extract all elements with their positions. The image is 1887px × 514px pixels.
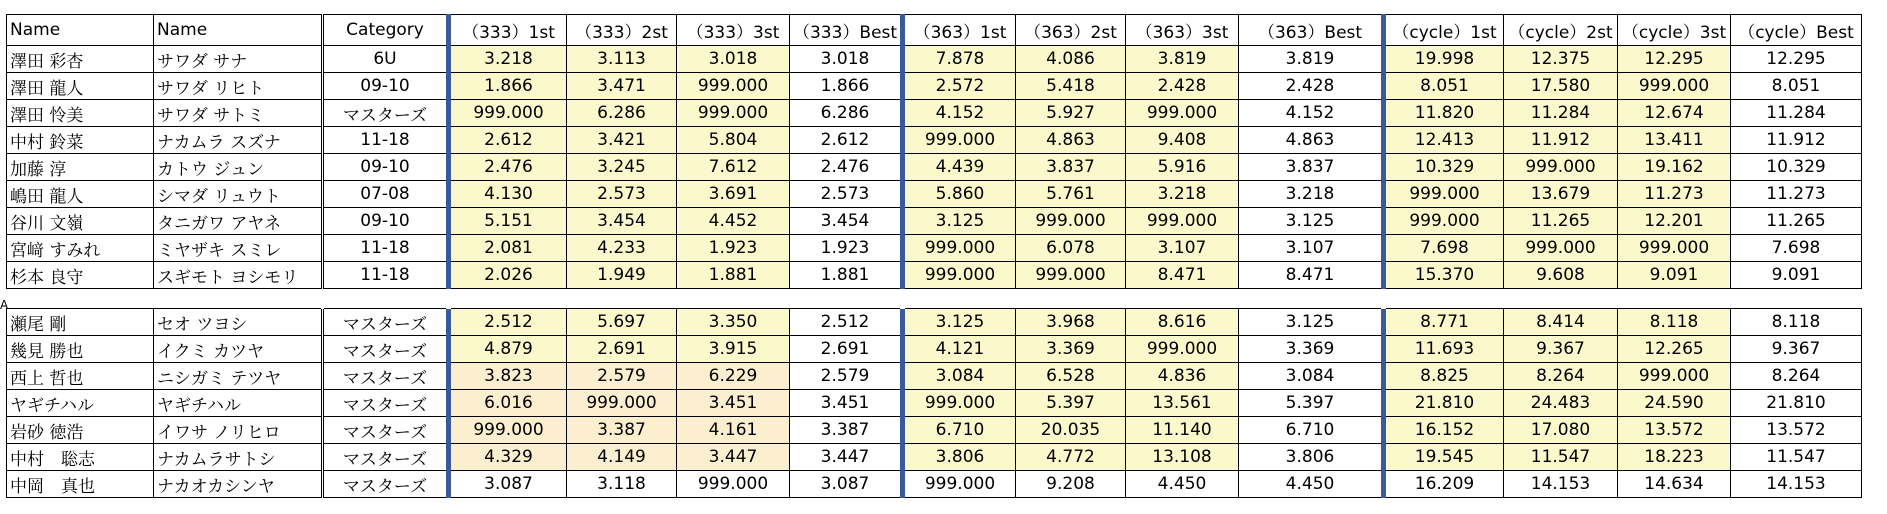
time-cell[interactable]: 6.286 (790, 100, 903, 127)
row-marker: A (0, 298, 9, 312)
time-cell[interactable]: 2.476 (790, 154, 903, 181)
time-cell[interactable]: 7.698 (1384, 235, 1504, 262)
time-cell[interactable]: 4.130 (449, 181, 567, 208)
time-cell[interactable]: 4.086 (1016, 46, 1126, 73)
time-cell[interactable]: 3.125 (1239, 208, 1384, 235)
time-cell[interactable]: 1.923 (677, 235, 790, 262)
time-cell[interactable]: 999.000 (1126, 336, 1239, 363)
time-cell[interactable]: 12.375 (1504, 46, 1618, 73)
time-cell[interactable]: 9.367 (1504, 336, 1618, 363)
time-cell[interactable]: 6.710 (1239, 417, 1384, 444)
name-cell[interactable]: 宮﨑 すみれ (7, 235, 154, 262)
time-cell[interactable]: 1.949 (567, 262, 677, 289)
time-cell[interactable]: 3.218 (1126, 181, 1239, 208)
time-cell[interactable]: 3.806 (1239, 444, 1384, 471)
time-cell[interactable]: 3.819 (1239, 46, 1384, 73)
time-cell[interactable]: 3.369 (1239, 336, 1384, 363)
time-cell[interactable]: 2.512 (790, 309, 903, 336)
time-cell[interactable]: 11.265 (1504, 208, 1618, 235)
time-cell[interactable]: 24.483 (1504, 390, 1618, 417)
time-cell[interactable]: 1.923 (790, 235, 903, 262)
time-cell[interactable]: 11.820 (1384, 100, 1504, 127)
time-cell[interactable]: 4.152 (1239, 100, 1384, 127)
column-header: （363）3st (1126, 15, 1239, 46)
category-cell[interactable]: 11-18 (323, 235, 449, 262)
time-cell[interactable]: 999.000 (1618, 73, 1731, 100)
time-cell[interactable]: 999.000 (677, 100, 790, 127)
category-cell[interactable]: 11-18 (323, 262, 449, 289)
name-cell[interactable]: 岩砂 徳浩 (7, 417, 154, 444)
time-cell[interactable]: 13.411 (1618, 127, 1731, 154)
time-cell[interactable]: 3.471 (567, 73, 677, 100)
category-cell[interactable]: 07-08 (323, 181, 449, 208)
empty-cell[interactable] (567, 289, 677, 309)
time-cell[interactable]: 1.881 (677, 262, 790, 289)
time-cell[interactable]: 11.284 (1731, 100, 1862, 127)
time-cell[interactable]: 4.452 (677, 208, 790, 235)
category-cell[interactable]: マスターズ (323, 309, 449, 336)
time-cell[interactable]: 999.000 (1384, 181, 1504, 208)
time-cell[interactable]: 13.561 (1126, 390, 1239, 417)
time-cell[interactable]: 6.710 (903, 417, 1016, 444)
empty-cell[interactable] (449, 289, 567, 309)
time-cell[interactable]: 3.107 (1126, 235, 1239, 262)
column-header: （333）Best (790, 15, 903, 46)
time-cell[interactable]: 13.679 (1504, 181, 1618, 208)
time-cell[interactable]: 3.451 (790, 390, 903, 417)
category-cell[interactable]: マスターズ (323, 390, 449, 417)
time-cell[interactable]: 11.284 (1504, 100, 1618, 127)
time-cell[interactable]: 24.590 (1618, 390, 1731, 417)
time-cell[interactable]: 8.825 (1384, 363, 1504, 390)
header-row (7, 15, 1862, 46)
time-cell[interactable]: 5.860 (903, 181, 1016, 208)
time-cell[interactable]: 5.761 (1016, 181, 1126, 208)
time-cell[interactable]: 999.000 (449, 417, 567, 444)
empty-cell[interactable] (903, 289, 1016, 309)
time-cell[interactable]: 4.329 (449, 444, 567, 471)
time-cell[interactable]: 11.547 (1731, 444, 1862, 471)
table-row (7, 127, 1862, 154)
time-cell[interactable]: 3.454 (790, 208, 903, 235)
time-cell[interactable]: 9.367 (1731, 336, 1862, 363)
time-cell[interactable]: 12.413 (1384, 127, 1504, 154)
time-cell[interactable]: 9.408 (1126, 127, 1239, 154)
time-cell[interactable]: 8.616 (1126, 309, 1239, 336)
time-cell[interactable]: 999.000 (1126, 208, 1239, 235)
time-cell[interactable]: 6.528 (1016, 363, 1126, 390)
time-cell[interactable]: 3.125 (903, 208, 1016, 235)
time-cell[interactable]: 13.572 (1731, 417, 1862, 444)
name-cell[interactable]: タニガワ アヤネ (154, 208, 323, 235)
time-cell[interactable]: 7.612 (677, 154, 790, 181)
time-cell[interactable]: 999.000 (1016, 208, 1126, 235)
name-cell[interactable]: ヤギチハル (7, 390, 154, 417)
time-cell[interactable]: 3.691 (677, 181, 790, 208)
time-cell[interactable]: 12.295 (1731, 46, 1862, 73)
table-row (7, 262, 1862, 289)
time-cell[interactable]: 5.418 (1016, 73, 1126, 100)
column-header: （363）1st (903, 15, 1016, 46)
column-header: （363）Best (1239, 15, 1384, 46)
time-cell[interactable]: 8.264 (1504, 363, 1618, 390)
column-header: （cycle）1st (1384, 15, 1504, 46)
time-cell[interactable]: 2.573 (567, 181, 677, 208)
category-cell[interactable]: マスターズ (323, 363, 449, 390)
time-cell[interactable]: 4.879 (449, 336, 567, 363)
time-cell[interactable]: 12.674 (1618, 100, 1731, 127)
time-cell[interactable]: 3.107 (1239, 235, 1384, 262)
time-cell[interactable]: 17.580 (1504, 73, 1618, 100)
time-cell[interactable]: 14.153 (1731, 471, 1862, 498)
time-cell[interactable]: 6.078 (1016, 235, 1126, 262)
time-cell[interactable]: 15.370 (1384, 262, 1504, 289)
name-cell[interactable]: 杉本 良守 (7, 262, 154, 289)
time-cell[interactable]: 11.547 (1504, 444, 1618, 471)
category-cell[interactable]: 09-10 (323, 208, 449, 235)
table-row (7, 309, 1862, 336)
time-cell[interactable]: 999.000 (677, 471, 790, 498)
time-cell[interactable]: 2.612 (790, 127, 903, 154)
time-cell[interactable]: 4.161 (677, 417, 790, 444)
time-cell[interactable]: 12.295 (1618, 46, 1731, 73)
time-cell[interactable]: 999.000 (1504, 154, 1618, 181)
time-cell[interactable]: 2.579 (790, 363, 903, 390)
time-cell[interactable]: 999.000 (1016, 262, 1126, 289)
time-cell[interactable]: 3.387 (790, 417, 903, 444)
time-cell[interactable]: 999.000 (903, 262, 1016, 289)
time-cell[interactable]: 999.000 (1126, 100, 1239, 127)
time-cell[interactable]: 12.201 (1618, 208, 1731, 235)
time-cell[interactable]: 2.512 (449, 309, 567, 336)
name-cell[interactable]: 中村 鈴菜 (7, 127, 154, 154)
name-cell[interactable]: ナカムラ スズナ (154, 127, 323, 154)
name-cell[interactable]: サワダ サナ (154, 46, 323, 73)
time-cell[interactable]: 2.081 (449, 235, 567, 262)
table-row (7, 154, 1862, 181)
category-cell[interactable]: マスターズ (323, 336, 449, 363)
time-cell[interactable]: 8.118 (1618, 309, 1731, 336)
name-cell[interactable]: セオ ツヨシ (154, 309, 323, 336)
time-cell[interactable]: 2.573 (790, 181, 903, 208)
time-cell[interactable]: 3.837 (1016, 154, 1126, 181)
time-cell[interactable]: 8.264 (1731, 363, 1862, 390)
column-header: （363）2st (1016, 15, 1126, 46)
name-cell[interactable]: ヤギチハル (154, 390, 323, 417)
time-cell[interactable]: 999.000 (449, 100, 567, 127)
category-cell[interactable]: マスターズ (323, 417, 449, 444)
time-cell[interactable]: 21.810 (1384, 390, 1504, 417)
time-cell[interactable]: 11.693 (1384, 336, 1504, 363)
time-cell[interactable]: 5.151 (449, 208, 567, 235)
time-cell[interactable]: 3.823 (449, 363, 567, 390)
time-cell[interactable]: 16.152 (1384, 417, 1504, 444)
category-cell[interactable]: マスターズ (323, 444, 449, 471)
column-header: Name (154, 15, 323, 46)
time-cell[interactable]: 11.912 (1731, 127, 1862, 154)
time-cell[interactable]: 3.837 (1239, 154, 1384, 181)
time-cell[interactable]: 3.218 (449, 46, 567, 73)
time-cell[interactable]: 3.087 (790, 471, 903, 498)
time-cell[interactable]: 999.000 (903, 390, 1016, 417)
time-cell[interactable]: 11.912 (1504, 127, 1618, 154)
time-cell[interactable]: 11.265 (1731, 208, 1862, 235)
name-cell[interactable]: 澤田 怜美 (7, 100, 154, 127)
time-cell[interactable]: 4.149 (567, 444, 677, 471)
table-row (7, 390, 1862, 417)
time-cell[interactable]: 3.125 (903, 309, 1016, 336)
name-cell[interactable]: ニシガミ テツヤ (154, 363, 323, 390)
time-cell[interactable]: 5.804 (677, 127, 790, 154)
column-header: （cycle）3st (1618, 15, 1731, 46)
table-row (7, 73, 1862, 100)
time-cell[interactable]: 14.634 (1618, 471, 1731, 498)
column-header: （cycle）2st (1504, 15, 1618, 46)
time-cell[interactable]: 8.051 (1384, 73, 1504, 100)
name-cell[interactable]: シマダ リュウト (154, 181, 323, 208)
results-table (6, 14, 1862, 498)
time-cell[interactable]: 3.218 (1239, 181, 1384, 208)
time-cell[interactable]: 21.810 (1731, 390, 1862, 417)
category-cell[interactable]: マスターズ (323, 100, 449, 127)
time-cell[interactable]: 3.421 (567, 127, 677, 154)
table-row (7, 471, 1862, 498)
name-cell[interactable]: 谷川 文嶺 (7, 208, 154, 235)
name-cell[interactable]: ミヤザキ スミレ (154, 235, 323, 262)
empty-cell[interactable] (154, 289, 323, 309)
name-cell[interactable]: ナカオカシンヤ (154, 471, 323, 498)
time-cell[interactable]: 999.000 (1618, 235, 1731, 262)
time-cell[interactable]: 13.572 (1618, 417, 1731, 444)
time-cell[interactable]: 999.000 (903, 235, 1016, 262)
time-cell[interactable]: 7.698 (1731, 235, 1862, 262)
name-cell[interactable]: ナカムラサトシ (154, 444, 323, 471)
column-header: （333）3st (677, 15, 790, 46)
category-cell[interactable]: 11-18 (323, 127, 449, 154)
empty-cell[interactable] (1384, 289, 1504, 309)
empty-cell[interactable] (1618, 289, 1731, 309)
time-cell[interactable]: 3.125 (1239, 309, 1384, 336)
name-cell[interactable]: スギモト ヨシモリ (154, 262, 323, 289)
time-cell[interactable]: 4.863 (1239, 127, 1384, 154)
name-cell[interactable]: 瀬尾 剛 (7, 309, 154, 336)
table-row (7, 100, 1862, 127)
time-cell[interactable]: 2.428 (1239, 73, 1384, 100)
table-row (7, 46, 1862, 73)
time-cell[interactable]: 3.118 (567, 471, 677, 498)
time-cell[interactable]: 6.016 (449, 390, 567, 417)
time-cell[interactable]: 2.612 (449, 127, 567, 154)
name-cell[interactable]: カトウ ジュン (154, 154, 323, 181)
column-header: Category (323, 15, 449, 46)
time-cell[interactable]: 3.084 (903, 363, 1016, 390)
table-row (7, 336, 1862, 363)
time-cell[interactable]: 13.108 (1126, 444, 1239, 471)
time-cell[interactable]: 3.968 (1016, 309, 1126, 336)
time-cell[interactable]: 3.369 (1016, 336, 1126, 363)
column-header: （333）2st (567, 15, 677, 46)
time-cell[interactable]: 5.697 (567, 309, 677, 336)
name-cell[interactable]: 幾見 勝也 (7, 336, 154, 363)
time-cell[interactable]: 6.229 (677, 363, 790, 390)
empty-cell[interactable] (1504, 289, 1618, 309)
time-cell[interactable]: 4.772 (1016, 444, 1126, 471)
time-cell[interactable]: 3.084 (1239, 363, 1384, 390)
time-cell[interactable]: 19.162 (1618, 154, 1731, 181)
time-cell[interactable]: 7.878 (903, 46, 1016, 73)
name-cell[interactable]: イクミ カツヤ (154, 336, 323, 363)
time-cell[interactable]: 999.000 (903, 127, 1016, 154)
table-row (7, 181, 1862, 208)
time-cell[interactable]: 9.091 (1618, 262, 1731, 289)
time-cell[interactable]: 12.265 (1618, 336, 1731, 363)
time-cell[interactable]: 2.476 (449, 154, 567, 181)
time-cell[interactable]: 10.329 (1384, 154, 1504, 181)
name-cell[interactable]: 中岡 真也 (7, 471, 154, 498)
time-cell[interactable]: 8.414 (1504, 309, 1618, 336)
time-cell[interactable]: 4.233 (567, 235, 677, 262)
time-cell[interactable]: 999.000 (677, 73, 790, 100)
time-cell[interactable]: 3.113 (567, 46, 677, 73)
empty-cell[interactable] (1016, 289, 1126, 309)
time-cell[interactable]: 9.091 (1731, 262, 1862, 289)
time-cell[interactable]: 5.397 (1016, 390, 1126, 417)
time-cell[interactable]: 999.000 (567, 390, 677, 417)
column-header: （cycle）Best (1731, 15, 1862, 46)
time-cell[interactable]: 4.450 (1126, 471, 1239, 498)
time-cell[interactable]: 5.916 (1126, 154, 1239, 181)
time-cell[interactable]: 4.450 (1239, 471, 1384, 498)
time-cell[interactable]: 9.208 (1016, 471, 1126, 498)
time-cell[interactable]: 4.836 (1126, 363, 1239, 390)
time-cell[interactable]: 8.771 (1384, 309, 1504, 336)
time-cell[interactable]: 999.000 (903, 471, 1016, 498)
time-cell[interactable]: 3.018 (677, 46, 790, 73)
time-cell[interactable]: 2.691 (790, 336, 903, 363)
time-cell[interactable]: 19.545 (1384, 444, 1504, 471)
category-cell[interactable]: 6U (323, 46, 449, 73)
time-cell[interactable]: 2.691 (567, 336, 677, 363)
time-cell[interactable]: 1.881 (790, 262, 903, 289)
name-cell[interactable]: サワダ サトミ (154, 100, 323, 127)
time-cell[interactable]: 3.350 (677, 309, 790, 336)
time-cell[interactable]: 3.447 (790, 444, 903, 471)
category-cell[interactable]: 09-10 (323, 154, 449, 181)
time-cell[interactable]: 1.866 (449, 73, 567, 100)
time-cell[interactable]: 3.245 (567, 154, 677, 181)
time-cell[interactable]: 3.454 (567, 208, 677, 235)
time-cell[interactable]: 2.572 (903, 73, 1016, 100)
table-row (7, 208, 1862, 235)
time-cell[interactable]: 5.927 (1016, 100, 1126, 127)
name-cell[interactable]: 澤田 龍人 (7, 73, 154, 100)
time-cell[interactable]: 2.579 (567, 363, 677, 390)
time-cell[interactable]: 2.428 (1126, 73, 1239, 100)
name-cell[interactable]: 加藤 淳 (7, 154, 154, 181)
time-cell[interactable]: 19.998 (1384, 46, 1504, 73)
time-cell[interactable]: 6.286 (567, 100, 677, 127)
time-cell[interactable]: 8.051 (1731, 73, 1862, 100)
table-row (7, 235, 1862, 262)
name-cell[interactable]: サワダ リヒト (154, 73, 323, 100)
time-cell[interactable]: 3.387 (567, 417, 677, 444)
category-cell[interactable]: 09-10 (323, 73, 449, 100)
time-cell[interactable]: 8.118 (1731, 309, 1862, 336)
time-cell[interactable]: 4.152 (903, 100, 1016, 127)
time-cell[interactable]: 3.915 (677, 336, 790, 363)
time-cell[interactable]: 999.000 (1504, 235, 1618, 262)
column-header: （333）1st (449, 15, 567, 46)
time-cell[interactable]: 8.471 (1239, 262, 1384, 289)
empty-cell[interactable] (790, 289, 903, 309)
time-cell[interactable]: 16.209 (1384, 471, 1504, 498)
time-cell[interactable]: 2.026 (449, 262, 567, 289)
time-cell[interactable]: 4.439 (903, 154, 1016, 181)
table-row (7, 417, 1862, 444)
time-cell[interactable]: 20.035 (1016, 417, 1126, 444)
column-header: Name (7, 15, 154, 46)
table-row (7, 444, 1862, 471)
empty-cell[interactable] (1731, 289, 1862, 309)
time-cell[interactable]: 3.819 (1126, 46, 1239, 73)
empty-cell[interactable] (677, 289, 790, 309)
table-row (7, 363, 1862, 390)
time-cell[interactable]: 4.863 (1016, 127, 1126, 154)
time-cell[interactable]: 14.153 (1504, 471, 1618, 498)
time-cell[interactable]: 999.000 (1618, 363, 1731, 390)
empty-cell[interactable] (1126, 289, 1239, 309)
time-cell[interactable]: 4.121 (903, 336, 1016, 363)
empty-cell[interactable] (1239, 289, 1384, 309)
time-cell[interactable]: 3.018 (790, 46, 903, 73)
time-cell[interactable]: 999.000 (1384, 208, 1504, 235)
name-cell[interactable]: イワサ ノリヒロ (154, 417, 323, 444)
time-cell[interactable]: 9.608 (1504, 262, 1618, 289)
time-cell[interactable]: 11.140 (1126, 417, 1239, 444)
name-cell[interactable]: 嶋田 龍人 (7, 181, 154, 208)
time-cell[interactable]: 17.080 (1504, 417, 1618, 444)
empty-cell[interactable] (7, 289, 154, 309)
category-cell[interactable]: マスターズ (323, 471, 449, 498)
time-cell[interactable]: 5.397 (1239, 390, 1384, 417)
time-cell[interactable]: 18.223 (1618, 444, 1731, 471)
time-cell[interactable]: 3.087 (449, 471, 567, 498)
time-cell[interactable]: 11.273 (1618, 181, 1731, 208)
time-cell[interactable]: 10.329 (1731, 154, 1862, 181)
separator-row (7, 289, 1862, 309)
time-cell[interactable]: 11.273 (1731, 181, 1862, 208)
name-cell[interactable]: 澤田 彩杏 (7, 46, 154, 73)
time-cell[interactable]: 3.806 (903, 444, 1016, 471)
time-cell[interactable]: 3.451 (677, 390, 790, 417)
time-cell[interactable]: 8.471 (1126, 262, 1239, 289)
time-cell[interactable]: 1.866 (790, 73, 903, 100)
time-cell[interactable]: 3.447 (677, 444, 790, 471)
name-cell[interactable]: 中村 聡志 (7, 444, 154, 471)
empty-cell[interactable] (323, 289, 449, 309)
name-cell[interactable]: 西上 哲也 (7, 363, 154, 390)
